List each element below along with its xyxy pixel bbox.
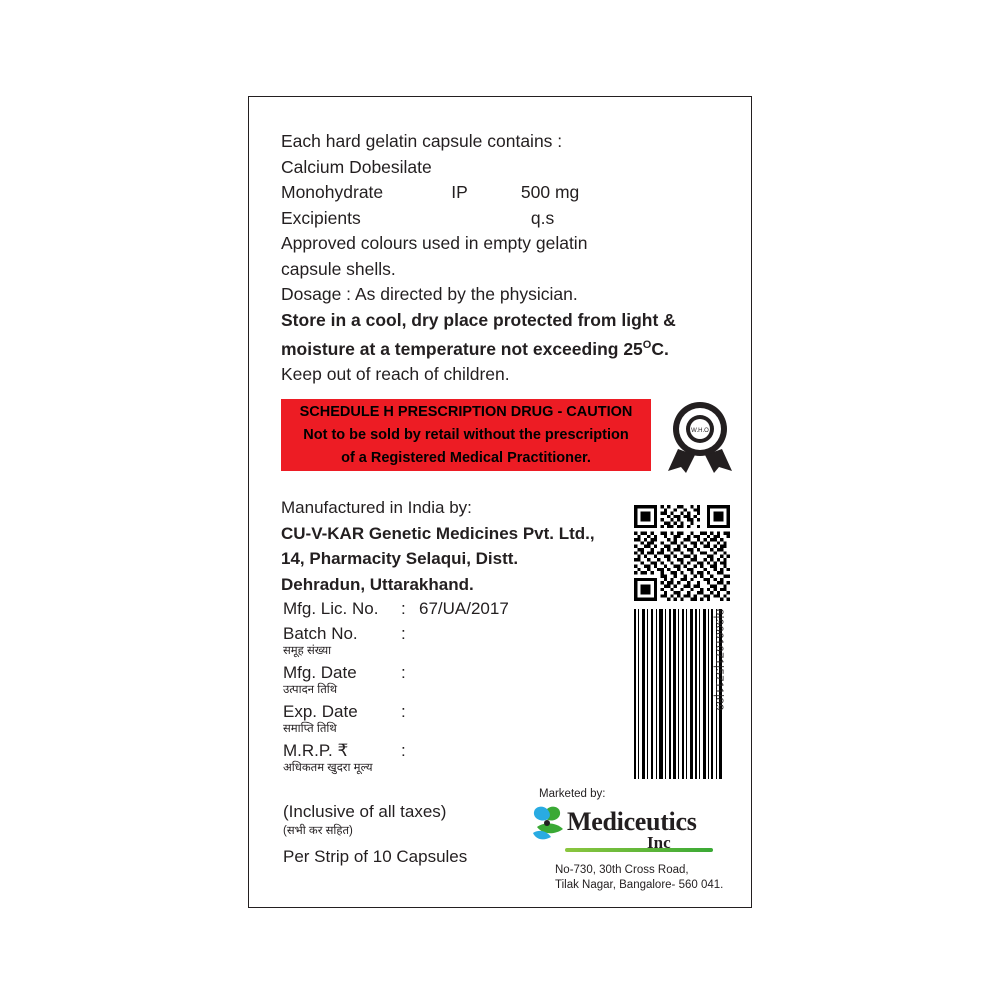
medicine-label-card <box>248 96 752 908</box>
keep-out-of-reach-line: Keep out of reach of children. <box>281 364 510 385</box>
batch-fields-block <box>283 597 613 778</box>
field-mfg-date <box>283 661 613 698</box>
manufacturer-block <box>281 495 641 597</box>
who-gmp-seal-icon <box>664 397 736 475</box>
field-mrp <box>283 739 613 776</box>
manufacturer-heading: Manufactured in India by: <box>281 498 472 517</box>
brand-underline <box>565 848 713 852</box>
inclusive-taxes-text: (Inclusive of all taxes) <box>283 802 447 821</box>
field-label: Exp. Date <box>283 702 358 721</box>
marketer-address-2: Tilak Nagar, Bangalore- 560 041. <box>555 879 724 891</box>
per-strip-text: Per Strip of 10 Capsules <box>283 847 468 866</box>
storage-line-2-suffix: C. <box>651 338 669 359</box>
field-colon: : <box>401 663 406 682</box>
field-colon: : <box>401 702 406 721</box>
field-label: Batch No. <box>283 624 358 643</box>
manufacturer-address-2: Dehradun, Uttarakhand. <box>281 574 474 594</box>
svg-text:G.M.P.: G.M.P. <box>691 410 709 416</box>
field-exp-date <box>283 700 613 737</box>
field-colon: : <box>401 741 406 760</box>
schedule-h-warning-box <box>281 399 651 471</box>
manufacturer-address-1: 14, Pharmacity Selaqui, Distt. <box>281 549 519 568</box>
field-label: Mfg. Lic. No. <box>283 599 379 618</box>
schedule-line-1: SCHEDULE H PRESCRIPTION DRUG - CAUTION <box>299 403 633 420</box>
schedule-line-3: of a Registered Medical Practitioner. <box>341 449 591 466</box>
field-label-hindi: उत्पादन तिथि <box>283 684 338 696</box>
mediceutics-logo <box>527 803 717 859</box>
degree-symbol: O <box>642 339 652 351</box>
field-label: M.R.P. ₹ <box>283 741 349 760</box>
brand-subname: Inc <box>647 833 671 852</box>
barcode-number: 8|9061071|5711|89 <box>713 609 725 711</box>
composition-line-0: Each hard gelatin capsule contains : <box>281 131 563 151</box>
marketer-address-1: No-730, 30th Cross Road, <box>555 864 689 876</box>
schedule-line-2: Not to be sold by retail without the prescription <box>303 426 629 443</box>
field-value: 67/UA/2017 <box>419 599 509 618</box>
composition-line-5: capsule shells. <box>281 258 396 279</box>
field-label-hindi: अधिकतम खुदरा मूल्य <box>283 762 373 774</box>
field-colon: : <box>401 599 406 618</box>
field-label: Mfg. Date <box>283 663 357 682</box>
field-label-hindi: समाप्ति तिथि <box>283 723 337 735</box>
field-colon: : <box>401 624 406 643</box>
svg-text:W.H.O: W.H.O <box>691 428 709 434</box>
field-batch-no <box>283 622 613 659</box>
composition-line-4: Approved colours used in empty gelatin <box>281 233 588 253</box>
brand-name: Mediceutics <box>567 807 697 836</box>
composition-block <box>281 129 721 388</box>
composition-line-1: Calcium Dobesilate <box>281 156 432 177</box>
composition-line-2: Monohydrate IP 500 mg <box>281 182 580 202</box>
manufacturer-name: CU-V-KAR Genetic Medicines Pvt. Ltd., <box>281 523 595 543</box>
barcode-icon <box>634 609 722 779</box>
dosage-line: Dosage : As directed by the physician. <box>281 284 578 304</box>
storage-line-2-text: moisture at a temperature not exceeding 25 <box>281 338 643 359</box>
storage-line-1: Store in a cool, dry place protected from light & <box>281 309 676 330</box>
inclusive-taxes-hindi: (सभी कर सहित) <box>283 825 353 837</box>
storage-line-2 <box>281 333 721 362</box>
marketed-by-label: Marketed by: <box>539 788 606 800</box>
field-label-hindi: समूह संख्या <box>283 645 332 657</box>
marketer-address <box>555 863 745 893</box>
composition-line-3: Excipients q.s <box>281 207 555 228</box>
qr-code-icon <box>634 505 730 601</box>
field-mfg-lic-no <box>283 597 613 620</box>
